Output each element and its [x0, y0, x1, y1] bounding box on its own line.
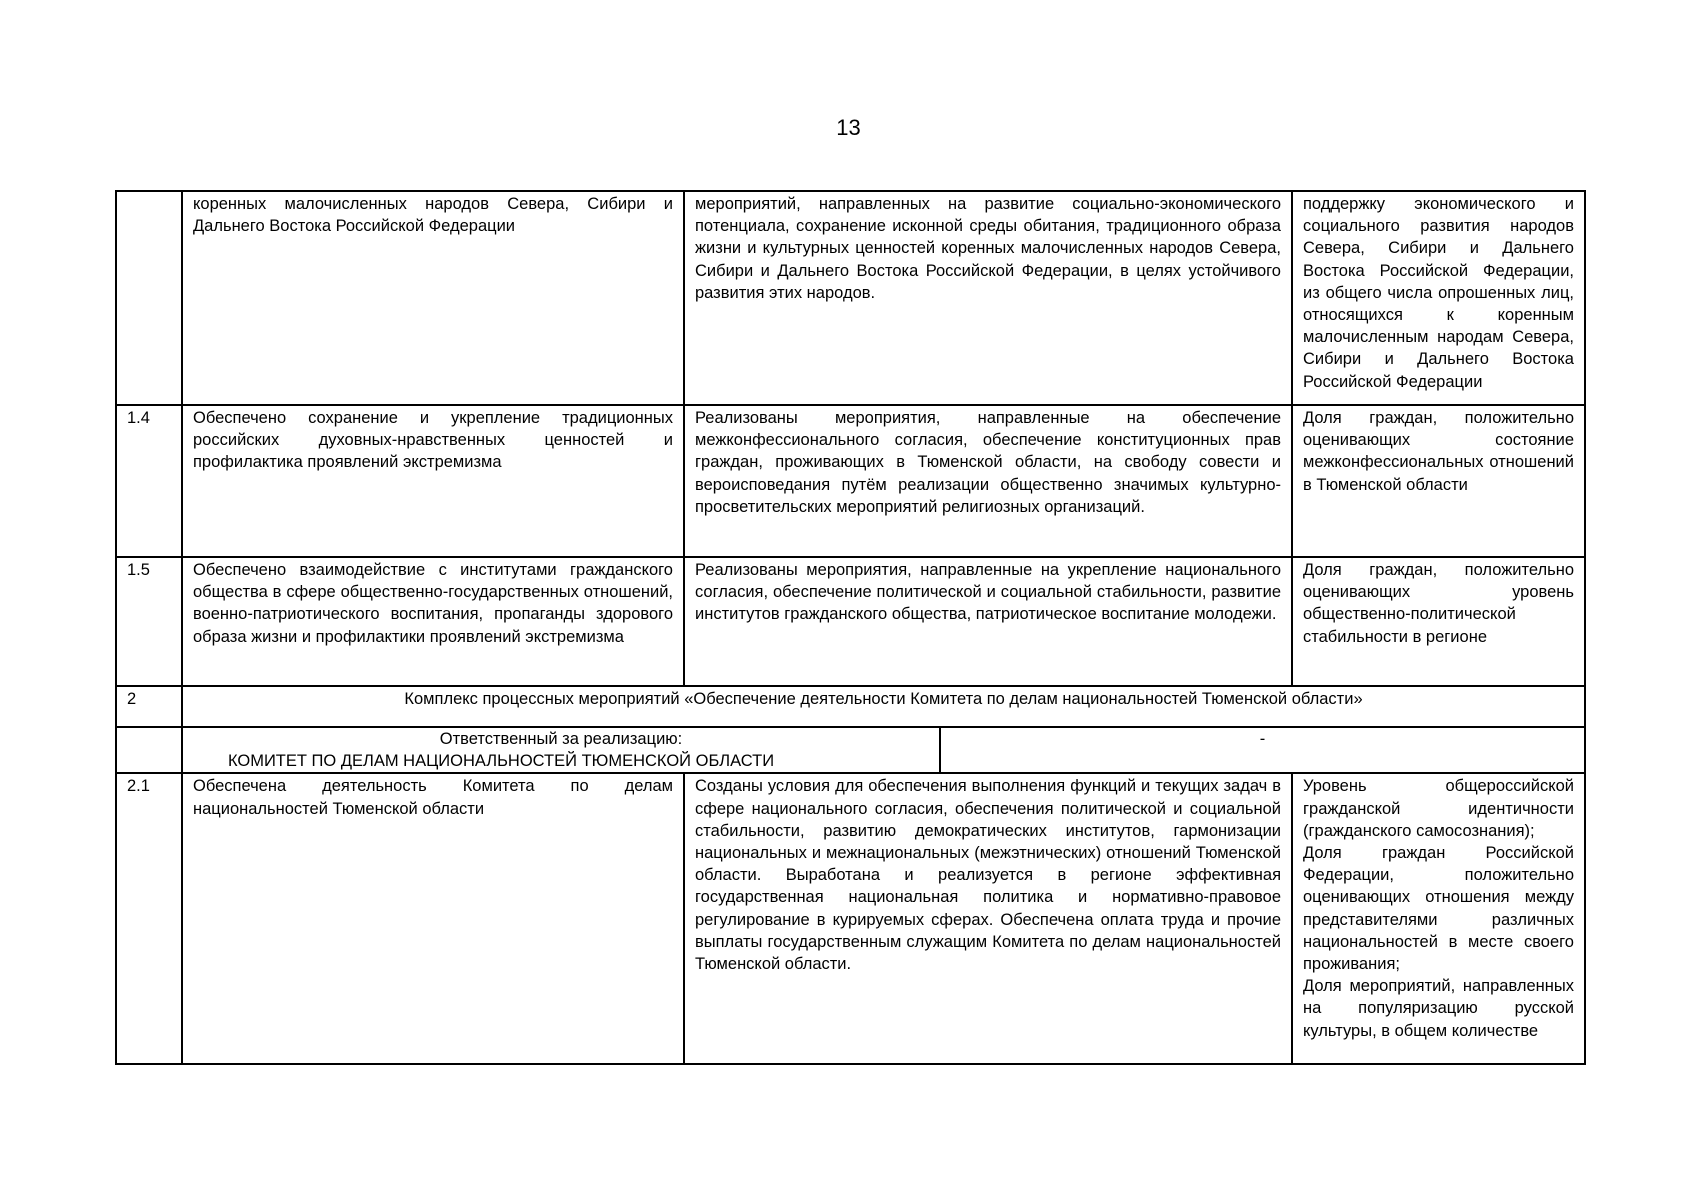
result-cell: Обеспечено сохранение и укрепление традиционных российских духовных-нравственных ценностей и профилактика проявлений экстремизма: [182, 405, 684, 557]
row-number: 2.1: [116, 773, 182, 1064]
table-row: [116, 773, 1585, 1064]
page-number: 13: [836, 115, 861, 140]
result-cell: Обеспечено взаимодействие с институтами гражданского общества в сфере общественно-государственных отношений, военно-патриотического воспитания, пропаганды здорового образа жизни и профилактики проявлений экстремизма: [182, 557, 684, 686]
indicator-cell: Доля граждан, положительно оценивающих уровень общественно-политической стабильности в регионе: [1292, 557, 1585, 686]
indicator-item: Доля мероприятий, направленных на популяризацию русской культуры, в общем количестве: [1303, 977, 1574, 1040]
description-cell: мероприятий, направленных на развитие социально-экономического потенциала, сохранение исконной среды обитания, традиционного образа жизни и культурных ценностей коренных малочисленных народов Севера, Сибири и Дальнего Востока Российской Федерации, в целях устойчивого развития этих народов.: [684, 191, 1292, 405]
indicator-item: Доля граждан Российской Федерации, положительно оценивающих отношения между представителями различных национальностей в месте своего проживания;: [1303, 844, 1574, 974]
responsible-org: КОМИТЕТ ПО ДЕЛАМ НАЦИОНАЛЬНОСТЕЙ ТЮМЕНСКОЙ ОБЛАСТИ: [227, 752, 775, 771]
responsible-row: [116, 727, 1585, 773]
indicator-cell: Доля граждан, положительно оценивающих состояние межконфессиональных отношений в Тюменской области: [1292, 405, 1585, 557]
indicator-cell: поддержку экономического и социального развития народов Севера, Сибири и Дальнего Востока Российской Федерации, из общего числа опрошенных лиц, относящихся к коренным малочисленным народам Севера, Сибири и Дальнего Востока Российской Федерации: [1292, 191, 1585, 405]
description-cell: Созданы условия для обеспечения выполнения функций и текущих задач в сфере национального согласия, обеспечения политической и социальной стабильности, развитию демократических институтов, гармонизации национальных и межнациональных (межэтнических) отношений Тюменской области. Выработана и реализуется в регионе эффективная государственная национальная политика и нормативно-правовое регулирование в курируемых сферах. Обеспечена оплата труда и прочие выплаты государственным служащим Комитета по делам национальностей Тюменской области.: [684, 773, 1292, 1064]
result-cell: коренных малочисленных народов Севера, Сибири и Дальнего Востока Российской Федерации: [182, 191, 684, 405]
table-row: [116, 191, 1585, 405]
plan-table: [115, 190, 1586, 1065]
section-number: 2: [116, 686, 182, 727]
responsible-label: Ответственный за реализацию:: [439, 730, 683, 748]
row-number: [116, 191, 182, 405]
description-cell: Реализованы мероприятия, направленные на обеспечение межконфессионального согласия, обеспечение конституционных прав граждан, проживающих в Тюменской области, на свободу совести и вероисповедания путём реализации общественно значимых культурно-просветительских мероприятий религиозных организаций.: [684, 405, 1292, 557]
table-row: [116, 405, 1585, 557]
section-row: [116, 686, 1585, 727]
indicator-item: Уровень общероссийской гражданской идентичности (гражданского самосознания);: [1303, 777, 1574, 840]
description-cell: Реализованы мероприятия, направленные на укрепление национального согласия, обеспечение политической и социальной стабильности, развитие институтов гражданского общества, патриотическое воспитание молодежи.: [684, 557, 1292, 686]
table-row: [116, 557, 1585, 686]
section-title: Комплекс процессных мероприятий «Обеспечение деятельности Комитета по делам национальностей Тюменской области»: [182, 686, 1585, 727]
indicator-cell: [1292, 773, 1585, 1064]
responsible-other: -: [1259, 730, 1266, 748]
row-number: 1.5: [116, 557, 182, 686]
row-number: 1.4: [116, 405, 182, 557]
responsible-other-cell: [940, 727, 1585, 773]
result-cell: Обеспечена деятельность Комитета по делам национальностей Тюменской области: [182, 773, 684, 1064]
responsible-cell: [182, 727, 940, 773]
